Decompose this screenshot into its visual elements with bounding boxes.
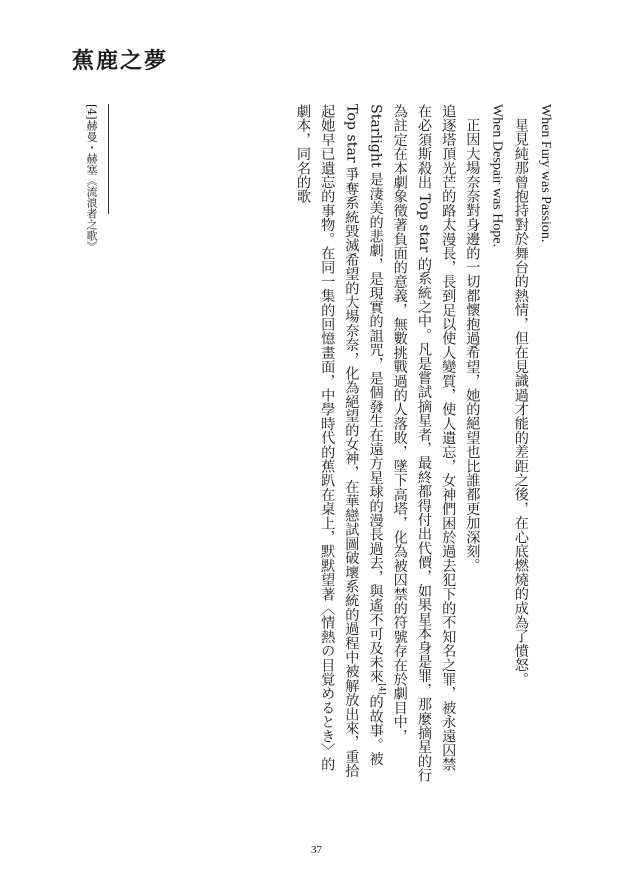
footnote-text: 赫曼・赫塞《流浪者之歌》 [85,119,98,252]
footnote [84,104,98,324]
body-text [77,104,557,784]
footnote-marker: [4] [85,104,98,120]
page-title: 蕉鹿之夢 [72,49,169,74]
footnote-reference: [4] [377,683,387,695]
paragraph-text: 追逐塔頂光芒的路太漫長，長到足以使人變質，使人遺忘，女神們困於過去犯下的不知名之罪，被永遠囚禁在必須斯殺出 Top star 的系統之中。凡是嘗試摘星者，最終都得付出代價，如果星本身是罪，那麼摘星的行為註定在本劇象徵著負面的意義，無數挑戰過的人落敗，墜下高塔，化為被囚禁的符號存在於劇目中，Starlight 是淒美的悲劇，是現實的詛咒，是個發生在遠方星球的漫長過去，與遙不可及未來 [367,104,457,783]
paragraph [291,104,460,784]
paragraph: When Despair was Hope. [489,104,505,248]
paragraph: When Fury was Passion. [538,104,553,243]
page-number: 37 [311,844,322,856]
paragraph-text: 的故事。被 Top star 爭奪系統毀滅希望的大場奈奈，化為絕望的女神，在華戀試圖破壞系統的過程中被解放出來，重拾起她早已遺忘的事物。在同一集的回憶畫面，中學時代的蕉趴在桌上，默默望著〈情熱の目覚めるとき〉的劇本，同名的歌 [294,104,384,778]
paragraph: 正因大場奈奈對身邊的一切都懷抱過希望，她的絕望也比誰都更加深刻。 [464,118,481,573]
paragraph: 星見純那曾抱持對於舞台的熱情，但在見識過才能的差距之後，在心底燃燒的成為了憤怒。 [512,118,529,687]
footnote-divider [108,104,109,214]
